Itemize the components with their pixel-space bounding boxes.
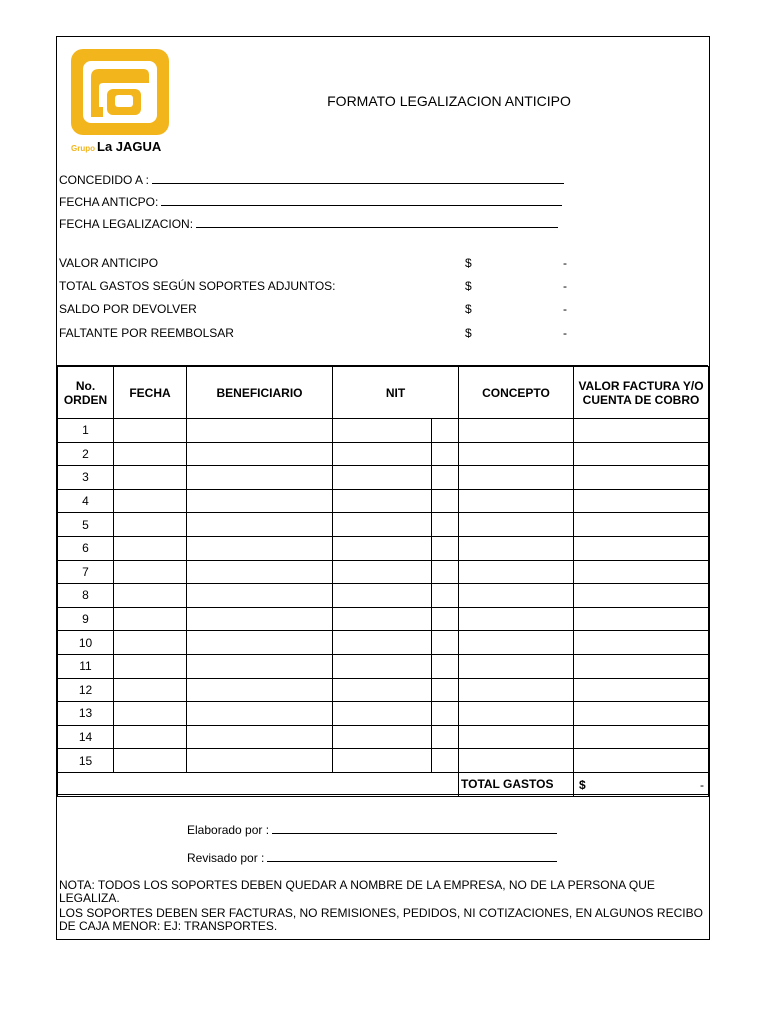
cell-nit[interactable] bbox=[333, 607, 432, 631]
cell-orden: 15 bbox=[58, 749, 114, 773]
cell-nit-dv[interactable] bbox=[432, 678, 459, 702]
cell-nit[interactable] bbox=[333, 536, 432, 560]
cell-beneficiario[interactable] bbox=[187, 560, 333, 584]
cell-concepto[interactable] bbox=[459, 678, 574, 702]
cell-nit[interactable] bbox=[333, 419, 432, 443]
cell-valor[interactable] bbox=[574, 654, 709, 678]
table-row bbox=[58, 466, 709, 490]
cell-concepto[interactable] bbox=[459, 466, 574, 490]
cell-orden: 1 bbox=[58, 419, 114, 443]
table-row bbox=[58, 584, 709, 608]
total-spacer bbox=[58, 772, 459, 796]
cell-valor[interactable] bbox=[574, 702, 709, 726]
revisado-input-line[interactable] bbox=[267, 851, 557, 862]
cell-beneficiario[interactable] bbox=[187, 607, 333, 631]
revisado-label: Revisado por : bbox=[187, 851, 265, 865]
table-row bbox=[58, 442, 709, 466]
cell-nit-dv[interactable] bbox=[432, 584, 459, 608]
note-2: LOS SOPORTES DEBEN SER FACTURAS, NO REMISIONES, PEDIDOS, NI COTIZACIONES, EN ALGUNOS RECIBO DE CAJA MENOR: EJ: TRANSPORTES. bbox=[59, 906, 703, 933]
table-header-row bbox=[58, 367, 709, 419]
cell-fecha[interactable] bbox=[114, 725, 187, 749]
cell-concepto[interactable] bbox=[459, 725, 574, 749]
total-label: TOTAL GASTOS bbox=[459, 772, 574, 796]
cell-beneficiario[interactable] bbox=[187, 419, 333, 443]
logo-name: La JAGUA bbox=[97, 139, 162, 154]
cell-fecha[interactable] bbox=[114, 678, 187, 702]
value-label: TOTAL GASTOS SEGÚN SOPORTES ADJUNTOS: bbox=[59, 279, 336, 293]
cell-nit-dv[interactable] bbox=[432, 513, 459, 537]
cell-nit-dv[interactable] bbox=[432, 466, 459, 490]
cell-nit-dv[interactable] bbox=[432, 419, 459, 443]
cell-beneficiario[interactable] bbox=[187, 513, 333, 537]
total-amount: - bbox=[700, 777, 704, 792]
table-row bbox=[58, 749, 709, 773]
cell-nit-dv[interactable] bbox=[432, 702, 459, 726]
header-orden: No. ORDEN bbox=[58, 367, 114, 419]
cell-orden: 12 bbox=[58, 678, 114, 702]
cell-beneficiario[interactable] bbox=[187, 584, 333, 608]
cell-concepto[interactable] bbox=[459, 442, 574, 466]
value-currency: $ bbox=[465, 302, 472, 316]
table-row bbox=[58, 678, 709, 702]
value-row bbox=[59, 256, 579, 270]
cell-concepto[interactable] bbox=[459, 749, 574, 773]
table-row bbox=[58, 654, 709, 678]
value-currency: $ bbox=[465, 279, 472, 293]
cell-valor[interactable] bbox=[574, 489, 709, 513]
cell-nit[interactable] bbox=[333, 678, 432, 702]
cell-fecha[interactable] bbox=[114, 631, 187, 655]
cell-concepto[interactable] bbox=[459, 584, 574, 608]
total-value-cell bbox=[574, 772, 709, 796]
elaborado-field bbox=[187, 823, 557, 837]
cell-nit[interactable] bbox=[333, 749, 432, 773]
cell-nit-dv[interactable] bbox=[432, 749, 459, 773]
cell-valor[interactable] bbox=[574, 419, 709, 443]
elaborado-label: Elaborado por : bbox=[187, 823, 270, 837]
cell-valor[interactable] bbox=[574, 607, 709, 631]
cell-concepto[interactable] bbox=[459, 560, 574, 584]
cell-nit-dv[interactable] bbox=[432, 442, 459, 466]
note-1: NOTA: TODOS LOS SOPORTES DEBEN QUEDAR A NOMBRE DE LA EMPRESA, NO DE LA PERSONA QUE LEGALIZA. bbox=[59, 878, 655, 905]
cell-orden: 3 bbox=[58, 466, 114, 490]
cell-beneficiario[interactable] bbox=[187, 466, 333, 490]
cell-nit[interactable] bbox=[333, 466, 432, 490]
form-sheet bbox=[56, 36, 710, 940]
cell-orden: 10 bbox=[58, 631, 114, 655]
logo-prefix: Grupo bbox=[71, 144, 95, 153]
cell-beneficiario[interactable] bbox=[187, 442, 333, 466]
table-row bbox=[58, 631, 709, 655]
cell-fecha[interactable] bbox=[114, 419, 187, 443]
cell-valor[interactable] bbox=[574, 725, 709, 749]
cell-nit[interactable] bbox=[333, 489, 432, 513]
cell-orden: 7 bbox=[58, 560, 114, 584]
cell-concepto[interactable] bbox=[459, 654, 574, 678]
cell-orden: 13 bbox=[58, 702, 114, 726]
cell-beneficiario[interactable] bbox=[187, 654, 333, 678]
cell-concepto[interactable] bbox=[459, 702, 574, 726]
cell-valor[interactable] bbox=[574, 749, 709, 773]
cell-orden: 14 bbox=[58, 725, 114, 749]
value-amount: - bbox=[563, 326, 567, 340]
cell-nit-dv[interactable] bbox=[432, 654, 459, 678]
cell-nit[interactable] bbox=[333, 560, 432, 584]
cell-nit-dv[interactable] bbox=[432, 489, 459, 513]
fecha-legalizacion-field bbox=[59, 217, 558, 231]
cell-orden: 4 bbox=[58, 489, 114, 513]
value-amount: - bbox=[563, 279, 567, 293]
fecha-anticipo-field bbox=[59, 195, 562, 209]
value-amount: - bbox=[563, 256, 567, 270]
cell-concepto[interactable] bbox=[459, 631, 574, 655]
cell-beneficiario[interactable] bbox=[187, 725, 333, 749]
fecha-anticipo-label: FECHA ANTICPO: bbox=[59, 195, 159, 209]
cell-beneficiario[interactable] bbox=[187, 489, 333, 513]
cell-nit-dv[interactable] bbox=[432, 725, 459, 749]
table-row bbox=[58, 607, 709, 631]
cell-fecha[interactable] bbox=[114, 466, 187, 490]
cell-fecha[interactable] bbox=[114, 442, 187, 466]
cell-beneficiario[interactable] bbox=[187, 749, 333, 773]
cell-fecha[interactable] bbox=[114, 749, 187, 773]
cell-beneficiario[interactable] bbox=[187, 536, 333, 560]
cell-orden: 9 bbox=[58, 607, 114, 631]
cell-valor[interactable] bbox=[574, 678, 709, 702]
cell-nit[interactable] bbox=[333, 513, 432, 537]
cell-fecha[interactable] bbox=[114, 702, 187, 726]
cell-valor[interactable] bbox=[574, 560, 709, 584]
cell-nit-dv[interactable] bbox=[432, 607, 459, 631]
cell-valor[interactable] bbox=[574, 631, 709, 655]
table-row bbox=[58, 725, 709, 749]
revisado-field bbox=[187, 851, 557, 865]
value-currency: $ bbox=[465, 326, 472, 340]
cell-fecha[interactable] bbox=[114, 513, 187, 537]
concedido-field bbox=[59, 173, 564, 187]
elaborado-input-line[interactable] bbox=[272, 823, 557, 834]
cell-nit-dv[interactable] bbox=[432, 560, 459, 584]
cell-fecha[interactable] bbox=[114, 536, 187, 560]
cell-fecha[interactable] bbox=[114, 560, 187, 584]
cell-nit-dv[interactable] bbox=[432, 536, 459, 560]
cell-concepto[interactable] bbox=[459, 419, 574, 443]
value-row bbox=[59, 326, 579, 340]
table-row bbox=[58, 419, 709, 443]
header-beneficiario: BENEFICIARIO bbox=[187, 367, 333, 419]
table-row bbox=[58, 702, 709, 726]
value-label: SALDO POR DEVOLVER bbox=[59, 302, 197, 316]
cell-valor[interactable] bbox=[574, 466, 709, 490]
cell-nit-dv[interactable] bbox=[432, 631, 459, 655]
cell-valor[interactable] bbox=[574, 536, 709, 560]
cell-fecha[interactable] bbox=[114, 489, 187, 513]
cell-fecha[interactable] bbox=[114, 584, 187, 608]
value-label: FALTANTE POR REEMBOLSAR bbox=[59, 326, 234, 340]
cell-concepto[interactable] bbox=[459, 489, 574, 513]
form-title: FORMATO LEGALIZACION ANTICIPO bbox=[327, 93, 571, 109]
table-row bbox=[58, 513, 709, 537]
total-row bbox=[58, 772, 709, 796]
value-label: VALOR ANTICIPO bbox=[59, 256, 159, 270]
table-row bbox=[58, 489, 709, 513]
concedido-label: CONCEDIDO A : bbox=[59, 173, 150, 187]
header-valor: VALOR FACTURA Y/O CUENTA DE COBRO bbox=[574, 367, 709, 419]
cell-valor[interactable] bbox=[574, 584, 709, 608]
header-concepto: CONCEPTO bbox=[459, 367, 574, 419]
cell-nit[interactable] bbox=[333, 654, 432, 678]
cell-orden: 8 bbox=[58, 584, 114, 608]
cell-orden: 2 bbox=[58, 442, 114, 466]
cell-valor[interactable] bbox=[574, 442, 709, 466]
cell-valor[interactable] bbox=[574, 513, 709, 537]
footer-divider bbox=[57, 794, 708, 795]
concedido-input-line[interactable] bbox=[152, 173, 564, 184]
value-amount: - bbox=[563, 302, 567, 316]
cell-nit[interactable] bbox=[333, 584, 432, 608]
cell-fecha[interactable] bbox=[114, 654, 187, 678]
cell-nit[interactable] bbox=[333, 725, 432, 749]
cell-concepto[interactable] bbox=[459, 536, 574, 560]
table-row bbox=[58, 536, 709, 560]
cell-fecha[interactable] bbox=[114, 607, 187, 631]
header-nit: NIT bbox=[333, 367, 459, 419]
cell-nit[interactable] bbox=[333, 702, 432, 726]
cell-nit[interactable] bbox=[333, 631, 432, 655]
cell-orden: 6 bbox=[58, 536, 114, 560]
cell-orden: 5 bbox=[58, 513, 114, 537]
value-currency: $ bbox=[465, 256, 472, 270]
value-row bbox=[59, 279, 579, 293]
cell-beneficiario[interactable] bbox=[187, 631, 333, 655]
fecha-legalizacion-label: FECHA LEGALIZACION: bbox=[59, 217, 194, 231]
header-fecha: FECHA bbox=[114, 367, 187, 419]
fecha-legalizacion-input-line[interactable] bbox=[196, 217, 558, 228]
cell-beneficiario[interactable] bbox=[187, 702, 333, 726]
total-currency: $ bbox=[579, 777, 586, 792]
cell-nit[interactable] bbox=[333, 442, 432, 466]
cell-beneficiario[interactable] bbox=[187, 678, 333, 702]
expense-table bbox=[57, 366, 709, 797]
table-row bbox=[58, 560, 709, 584]
cell-concepto[interactable] bbox=[459, 513, 574, 537]
cell-orden: 11 bbox=[58, 654, 114, 678]
fecha-anticipo-input-line[interactable] bbox=[161, 195, 562, 206]
cell-concepto[interactable] bbox=[459, 607, 574, 631]
value-row bbox=[59, 302, 579, 316]
